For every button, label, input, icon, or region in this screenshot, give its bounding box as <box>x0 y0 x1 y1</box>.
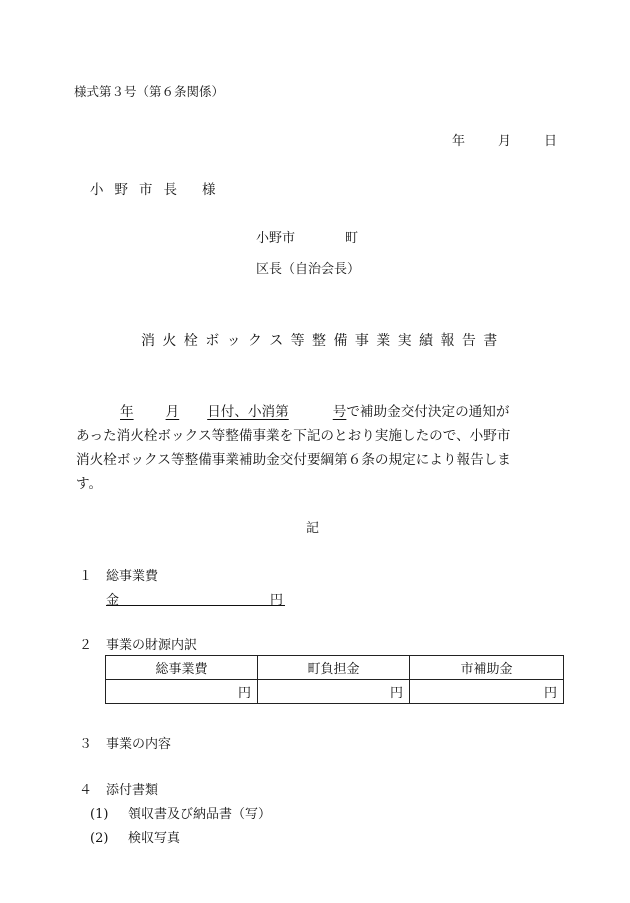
header-town-share: 町負担金 <box>258 656 410 680</box>
date-year: 年 <box>452 134 466 149</box>
value-city-subsidy: 円 <box>410 680 564 704</box>
document-title: 消火栓ボックス等整備事業実績報告書 <box>141 333 505 349</box>
section-3: ３ 事業の内容 <box>79 737 172 752</box>
addressee-name: 小野市長 <box>90 182 188 198</box>
body-line-3: 消火栓ボックス等整備事業補助金交付要綱第６条の規定により報告しま <box>76 452 511 468</box>
sender-address <box>256 227 358 246</box>
notice-reference: 年 月 日付、小消第 号 <box>120 404 347 420</box>
value-total-cost: 円 <box>106 680 258 704</box>
amount-suffix: 円 <box>269 593 283 608</box>
body-line-1: 年 月 日付、小消第 号で補助金交付決定の通知が <box>76 400 561 424</box>
date-day: 日 <box>544 134 558 149</box>
section-1: １ 総事業費 <box>79 569 159 584</box>
date-month: 月 <box>498 134 512 149</box>
sender-title: 区長（自治会長） <box>256 262 361 277</box>
addressee <box>90 178 216 198</box>
body-line-2: あった消火栓ボックス等整備事業を下記のとおり実施したので、小野市 <box>76 428 511 444</box>
funding-table-value-row <box>106 680 564 704</box>
sender-city: 小野市 <box>256 231 296 246</box>
funding-table <box>105 655 564 704</box>
date-line <box>452 130 557 149</box>
body-paragraph <box>76 400 561 496</box>
body-line-4: す。 <box>76 476 103 492</box>
value-town-share: 円 <box>258 680 410 704</box>
amount-prefix: 金 <box>106 593 120 608</box>
section-2: ２ 事業の財源内訳 <box>79 638 198 653</box>
funding-table-header-row <box>106 656 564 680</box>
addressee-honorific: 様 <box>202 182 216 198</box>
section-4: ４ 添付書類 <box>79 783 159 798</box>
total-cost-field <box>106 589 285 606</box>
header-total-cost: 総事業費 <box>106 656 258 680</box>
header-city-subsidy: 市補助金 <box>410 656 564 680</box>
attachment-2: (2) 検収写真 <box>90 831 181 846</box>
attachment-1: (1) 領収書及び納品書（写） <box>90 807 272 822</box>
form-number: 様式第３号（第６条関係） <box>74 84 225 99</box>
ki-heading: 記 <box>306 521 320 536</box>
sender-town: 町 <box>345 231 359 246</box>
